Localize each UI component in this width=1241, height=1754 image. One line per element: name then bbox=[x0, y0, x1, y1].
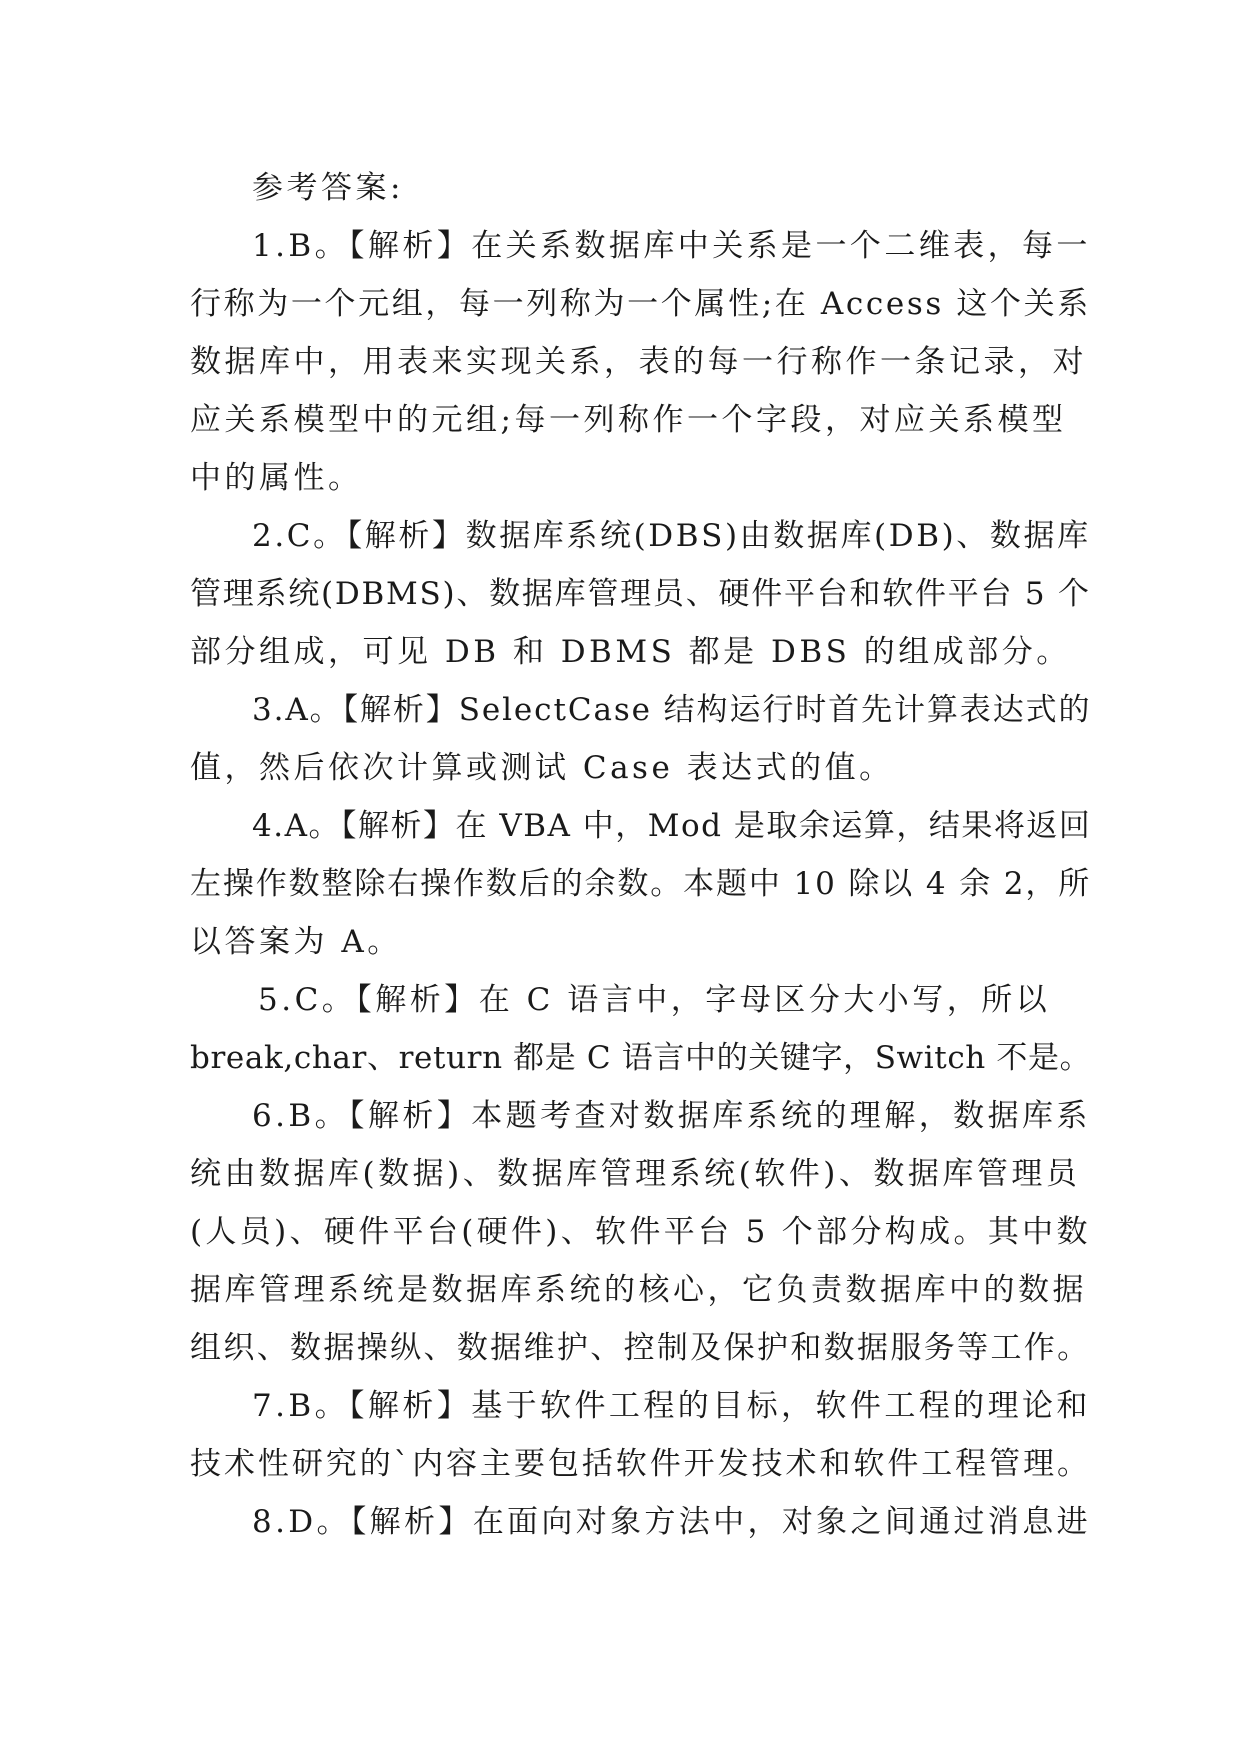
answer-7-line-2: 技术性研究的`内容主要包括软件开发技术和软件工程管理。 bbox=[190, 1446, 1091, 1482]
answer-7-line-1: 7.B。【解析】基于软件工程的目标，软件工程的理论和 bbox=[252, 1388, 1091, 1424]
answer-4-line-2: 左操作数整除右操作数后的余数。本题中 10 除以 4 余 2，所 bbox=[190, 866, 1092, 902]
answer-4-line-1: 4.A。【解析】在 VBA 中，Mod 是取余运算，结果将返回 bbox=[252, 808, 1092, 844]
answer-1-line-4: 应关系模型中的元组;每一列称作一个字段，对应关系模型 bbox=[190, 402, 1067, 438]
answer-3-line-1: 3.A。【解析】SelectCase 结构运行时首先计算表达式的 bbox=[252, 692, 1092, 728]
answer-6-line-3: (人员)、硬件平台(硬件)、软件平台 5 个部分构成。其中数 bbox=[190, 1214, 1091, 1250]
answer-6-line-1: 6.B。【解析】本题考查对数据库系统的理解，数据库系 bbox=[252, 1098, 1091, 1134]
answer-8-line-1: 8.D。【解析】在面向对象方法中，对象之间通过消息进 bbox=[252, 1504, 1091, 1540]
answer-2-line-3: 部分组成，可见 DB 和 DBMS 都是 DBS 的组成部分。 bbox=[190, 634, 1071, 670]
answer-2-line-1: 2.C。【解析】数据库系统(DBS)由数据库(DB)、数据库 bbox=[252, 518, 1091, 554]
answer-3-line-2: 值，然后依次计算或测试 Case 表达式的值。 bbox=[190, 750, 894, 786]
answer-4-line-3: 以答案为 A。 bbox=[190, 924, 402, 960]
answer-6-line-4: 据库管理系统是数据库系统的核心，它负责数据库中的数据 bbox=[190, 1272, 1087, 1308]
answer-6-line-5: 组织、数据操纵、数据维护、控制及保护和数据服务等工作。 bbox=[190, 1330, 1091, 1366]
answer-heading: 参考答案: bbox=[252, 170, 404, 206]
answer-5-line-2: break,char、return 都是 C 语言中的关键字，Switch 不是。 bbox=[190, 1040, 1092, 1076]
answer-1-line-1: 1.B。【解析】在关系数据库中关系是一个二维表，每一 bbox=[252, 228, 1091, 264]
answer-1-line-5: 中的属性。 bbox=[190, 460, 363, 496]
answer-6-line-2: 统由数据库(数据)、数据库管理系统(软件)、数据库管理员 bbox=[190, 1156, 1081, 1192]
answer-5-line-1: 5.C。【解析】在 C 语言中，字母区分大小写，所以 bbox=[258, 982, 1051, 1018]
answer-1-line-2: 行称为一个元组，每一列称为一个属性;在 Access 这个关系 bbox=[190, 286, 1091, 322]
answer-2-line-2: 管理系统(DBMS)、数据库管理员、硬件平台和软件平台 5 个 bbox=[190, 576, 1091, 612]
answer-1-line-3: 数据库中，用表来实现关系，表的每一行称作一条记录，对 bbox=[190, 344, 1087, 380]
